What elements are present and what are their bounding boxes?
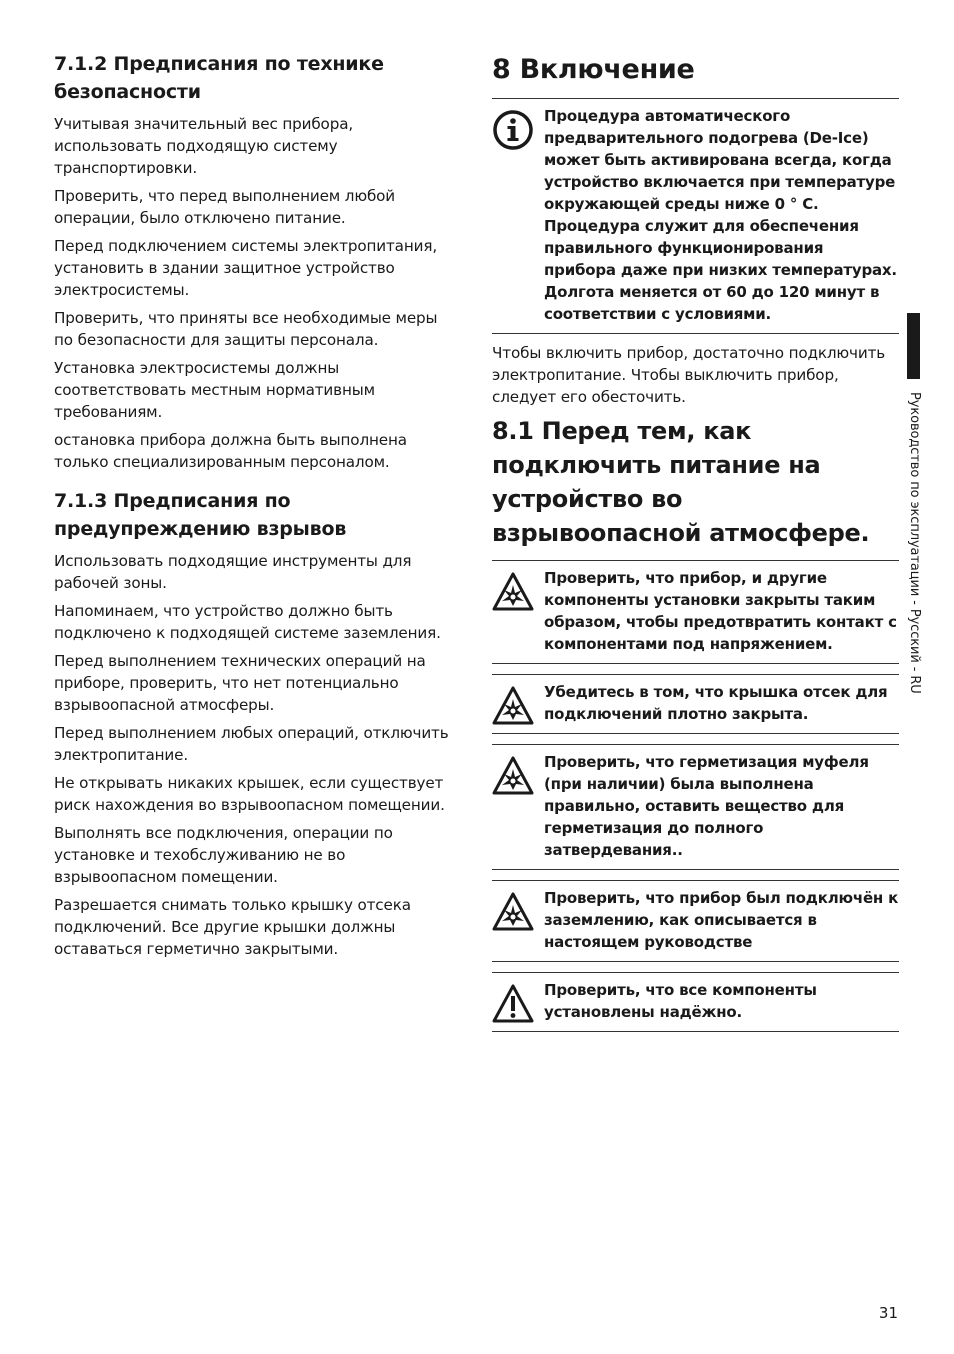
- sidebar-running-title: Руководство по эксплуатации - Русский - RU: [907, 392, 922, 694]
- paragraph: Напоминаем, что устройство должно быть подключено к подходящей системе заземления.: [54, 602, 441, 642]
- paragraph: Установка электросистемы должны соответствовать местным нормативным требованиям.: [54, 359, 375, 421]
- info-note: [492, 98, 899, 334]
- section-7-1-3-title: 7.1.3 Предписания по предупреждению взрывов: [54, 490, 347, 540]
- paragraph: Проверить, что приняты все необходимые меры по безопасности для защиты персонала.: [54, 309, 438, 349]
- paragraph: Перед подключением системы электропитания, установить в здании защитное устройство электросистемы.: [54, 237, 438, 299]
- warning-text: Проверить, что прибор был подключён к заземлению, как описывается в настоящем руководстве: [544, 889, 899, 951]
- explosion-hazard-icon: [492, 755, 534, 797]
- paragraph: Использовать подходящие инструменты для рабочей зоны.: [54, 552, 412, 592]
- paragraph: Перед выполнением любых операций, отключить электропитание.: [54, 724, 449, 764]
- paragraph: остановка прибора должна быть выполнена только специализированным персоналом.: [54, 431, 407, 471]
- warning-text: Проверить, что все компоненты установлены надёжно.: [544, 981, 817, 1021]
- warning-note: [492, 880, 899, 962]
- info-icon: [492, 109, 534, 151]
- paragraph: Выполнять все подключения, операции по установке и техобслуживанию не во взрывоопасном помещении.: [54, 824, 393, 886]
- right-column: [492, 50, 899, 1032]
- left-column: [54, 50, 454, 966]
- warning-text: Проверить, что герметизация муфеля (при наличии) была выполнена правильно, оставить вещество для герметизация до полного затвердевания..: [544, 753, 869, 859]
- section-8-title: 8 Включение: [492, 54, 695, 85]
- warning-note: [492, 560, 899, 664]
- warning-text: Убедитесь в том, что крышка отсек для подключений плотно закрыта.: [544, 683, 888, 723]
- section-8-1-title: 8.1 Перед тем, как подключить питание на устройство во взрывоопасной атмосфере.: [492, 417, 870, 547]
- warning-note: [492, 744, 899, 870]
- paragraph: Перед выполнением технических операций на приборе, проверить, что нет потенциально взрывоопасной атмосферы.: [54, 652, 426, 714]
- warning-note: [492, 674, 899, 734]
- paragraph: Разрешается снимать только крышку отсека подключений. Все другие крышки должны оставаться герметично закрытыми.: [54, 896, 411, 958]
- warning-text: Проверить, что прибор, и другие компоненты установки закрыты таким образом, чтобы предотвратить контакт с компонентами под напряжением.: [544, 569, 897, 653]
- warning-note: [492, 972, 899, 1032]
- page-number: 31: [878, 1304, 898, 1322]
- paragraph: Чтобы включить прибор, достаточно подключить электропитание. Чтобы выключить прибор, следует его обесточить.: [492, 344, 886, 406]
- paragraph: Не открывать никаких крышек, если существует риск нахождения во взрывоопасном помещении.: [54, 774, 445, 814]
- paragraph: Проверить, что перед выполнением любой операции, было отключено питание.: [54, 187, 396, 227]
- explosion-hazard-icon: [492, 571, 534, 613]
- sidebar-tab-marker: [907, 313, 920, 379]
- warning-triangle-icon: [492, 983, 534, 1025]
- explosion-hazard-icon: [492, 891, 534, 933]
- info-note-text: Процедура автоматического предварительного подогрева (De-Ice) может быть активирована всегда, когда устройство включается при температуре окружающей среды ниже 0 ° C. Процедура служит для обеспечения правильного функционирования прибора даже при низких температурах. Долгота меняется от 60 до 120 минут в соответствии с условиями.: [544, 107, 897, 323]
- paragraph: Учитывая значительный вес прибора, использовать подходящую систему транспортировки.: [54, 115, 354, 177]
- section-7-1-2-title: 7.1.2 Предписания по технике безопасности: [54, 53, 384, 103]
- explosion-hazard-icon: [492, 685, 534, 727]
